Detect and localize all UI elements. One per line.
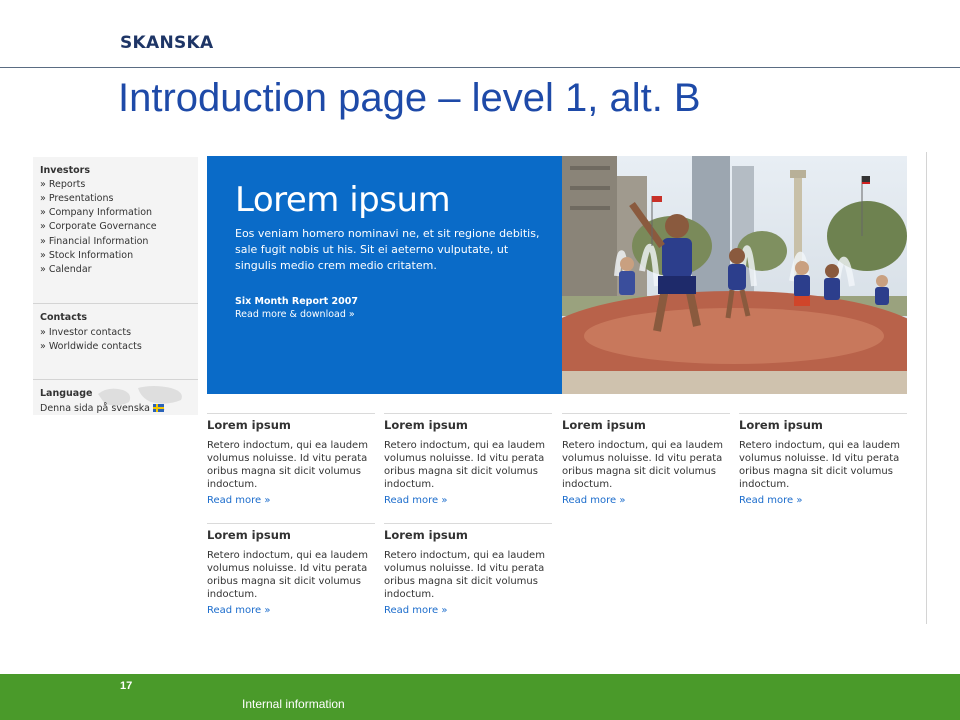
swedish-flag-icon <box>153 404 164 412</box>
card-divider <box>562 413 730 414</box>
sidebar-link-calendar[interactable]: » Calendar <box>40 264 92 275</box>
footer-label: Internal information <box>242 697 345 711</box>
content-right-divider <box>926 152 927 624</box>
sidebar-divider <box>33 303 198 304</box>
footer-bar <box>0 674 960 720</box>
card-divider <box>384 413 552 414</box>
card-body: Retero indoctum, qui ea laudem volumus noluisse. Id vitu perata oribus magna sit dicit volumus indoctum. <box>207 440 368 490</box>
sidebar-link-reports[interactable]: » Reports <box>40 179 86 190</box>
hero-report-title[interactable]: Six Month Report 2007 <box>235 296 358 307</box>
sidebar-heading-contacts: Contacts <box>40 312 88 323</box>
card-title: Lorem ipsum <box>384 528 468 542</box>
sidebar <box>33 157 198 415</box>
sidebar-divider <box>33 379 198 380</box>
hero-report-link[interactable]: Read more & download » <box>235 309 355 320</box>
hero-photo <box>562 156 907 394</box>
slide-title: Introduction page – level 1, alt. B <box>118 76 701 120</box>
card-title: Lorem ipsum <box>739 418 823 432</box>
card-read-more-link[interactable]: Read more » <box>384 605 448 616</box>
hero-title: Lorem ipsum <box>235 180 451 220</box>
sidebar-link-presentations[interactable]: » Presentations <box>40 193 114 204</box>
hero-banner <box>207 156 562 394</box>
card-read-more-link[interactable]: Read more » <box>384 495 448 506</box>
sidebar-link-worldwide-contacts[interactable]: » Worldwide contacts <box>40 341 142 352</box>
card-divider <box>739 413 907 414</box>
header-divider <box>0 67 960 68</box>
card-divider <box>384 523 552 524</box>
card-body: Retero indoctum, qui ea laudem volumus noluisse. Id vitu perata oribus magna sit dicit volumus indoctum. <box>384 550 545 600</box>
sidebar-link-financial-information[interactable]: » Financial Information <box>40 236 149 247</box>
card-read-more-link[interactable]: Read more » <box>207 495 271 506</box>
skanska-logo: SKANSKA <box>120 33 214 53</box>
language-link-label[interactable]: Denna sida på svenska <box>40 403 150 414</box>
card-divider <box>207 413 375 414</box>
sidebar-link-corporate-governance[interactable]: » Corporate Governance <box>40 221 157 232</box>
card-title: Lorem ipsum <box>562 418 646 432</box>
sidebar-heading-investors: Investors <box>40 165 90 176</box>
card-body: Retero indoctum, qui ea laudem volumus noluisse. Id vitu perata oribus magna sit dicit volumus indoctum. <box>562 440 723 490</box>
hero-body: Eos veniam homero nominavi ne, et sit regione debitis, sale fugit nobis ut his. Sit ei aeterno vulputate, ut singulis medio crem medio critatem. <box>235 227 540 272</box>
card-body: Retero indoctum, qui ea laudem volumus noluisse. Id vitu perata oribus magna sit dicit volumus indoctum. <box>384 440 545 490</box>
card-body: Retero indoctum, qui ea laudem volumus noluisse. Id vitu perata oribus magna sit dicit volumus indoctum. <box>739 440 900 490</box>
card-title: Lorem ipsum <box>207 528 291 542</box>
card-body: Retero indoctum, qui ea laudem volumus noluisse. Id vitu perata oribus magna sit dicit volumus indoctum. <box>207 550 368 600</box>
card-read-more-link[interactable]: Read more » <box>739 495 803 506</box>
page-number: 17 <box>120 680 133 692</box>
sidebar-link-investor-contacts[interactable]: » Investor contacts <box>40 327 132 338</box>
card-read-more-link[interactable]: Read more » <box>562 495 626 506</box>
card-divider <box>207 523 375 524</box>
card-read-more-link[interactable]: Read more » <box>207 605 271 616</box>
sidebar-heading-language: Language <box>40 388 93 399</box>
card-title: Lorem ipsum <box>207 418 291 432</box>
sidebar-link-stock-information[interactable]: » Stock Information <box>40 250 134 261</box>
language-link[interactable] <box>40 403 164 414</box>
card-title: Lorem ipsum <box>384 418 468 432</box>
sidebar-link-company-information[interactable]: » Company Information <box>40 207 153 218</box>
